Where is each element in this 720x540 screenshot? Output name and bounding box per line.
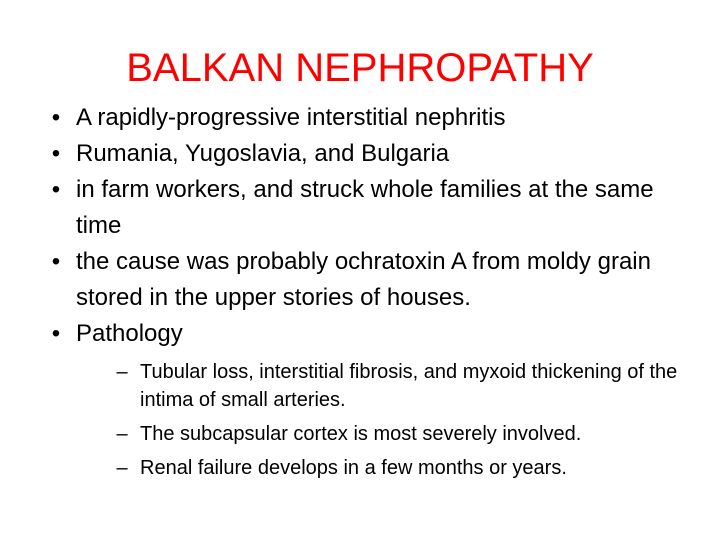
sub-bullet-marker: – <box>116 423 128 445</box>
sub-bullet-item <box>76 454 684 482</box>
bullet-text: A rapidly-progressive interstitial nephritis <box>76 104 506 131</box>
bullet-text: the cause was probably ochratoxin A from moldy grain stored in the upper stories of houses. <box>76 248 651 311</box>
bullet-list <box>44 100 684 482</box>
sub-bullet-text: The subcapsular cortex is most severely involved. <box>140 423 582 445</box>
bullet-text: Rumania, Yugoslavia, and Bulgaria <box>76 140 450 167</box>
bullet-marker: • <box>51 104 61 131</box>
sub-bullet-marker: – <box>116 457 128 479</box>
bullet-item <box>44 100 684 136</box>
bullet-item <box>44 244 684 316</box>
sub-bullet-item <box>76 358 684 414</box>
bullet-item <box>44 172 684 244</box>
sub-bullet-marker: – <box>116 361 128 383</box>
bullet-marker: • <box>51 140 61 167</box>
sub-bullet-text: Renal failure develops in a few months or years. <box>140 457 567 479</box>
bullet-item <box>44 316 684 482</box>
sub-bullet-list <box>76 358 684 482</box>
bullet-item <box>44 136 684 172</box>
sub-bullet-text: Tubular loss, interstitial fibrosis, and myxoid thickening of the intima of small arteries. <box>140 361 678 411</box>
bullet-marker: • <box>51 320 61 347</box>
bullet-marker: • <box>51 176 61 203</box>
bullet-marker: • <box>51 248 61 275</box>
slide-title: BALKAN NEPHROPATHY <box>126 46 594 90</box>
bullet-text: in farm workers, and struck whole families at the same time <box>76 176 654 239</box>
slide-body <box>44 100 684 488</box>
sub-bullet-item <box>76 420 684 448</box>
bullet-text: Pathology <box>76 320 183 347</box>
